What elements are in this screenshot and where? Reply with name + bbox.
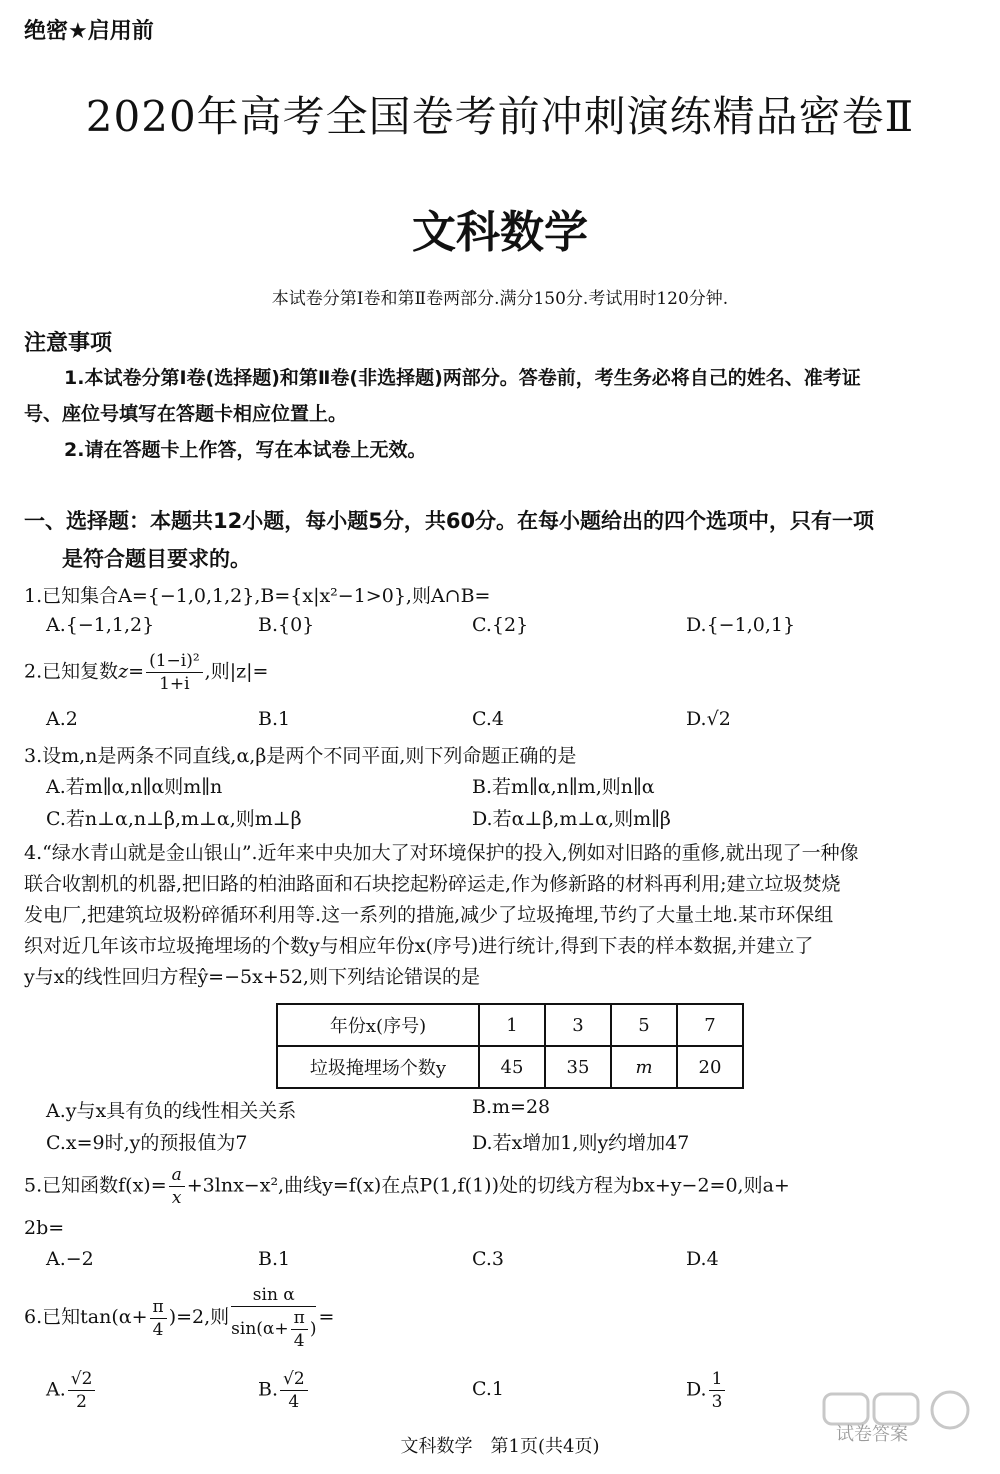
table-header-year: 年份x(序号) bbox=[277, 1004, 479, 1046]
q6-d-fraction bbox=[709, 1368, 726, 1413]
q5-option-d: D.4 bbox=[686, 1248, 719, 1270]
question-2-stem bbox=[24, 650, 984, 695]
q5-option-b: B.1 bbox=[258, 1248, 291, 1270]
q2-fraction bbox=[146, 650, 203, 695]
q4-option-d: D.若x增加1,则y约增加47 bbox=[472, 1132, 690, 1154]
q1-option-c: C.{2} bbox=[472, 614, 529, 636]
q6-suffix: = bbox=[318, 1306, 335, 1328]
notice-item-1-line-2: 号、座位号填写在答题卡相应位置上。 bbox=[24, 403, 348, 425]
q6-den-pi-num: π bbox=[291, 1307, 308, 1330]
table-cell: 1 bbox=[479, 1004, 545, 1046]
q6-main-fraction bbox=[231, 1284, 316, 1352]
q2-option-b: B.1 bbox=[258, 708, 291, 730]
q5-option-a: A.−2 bbox=[46, 1248, 94, 1270]
question-6-stem bbox=[24, 1284, 984, 1352]
notice-body bbox=[24, 360, 984, 468]
subject-title: 文科数学 bbox=[412, 207, 588, 258]
q4-option-c: C.x=9时,y的预报值为7 bbox=[46, 1132, 248, 1154]
table-cell: 3 bbox=[545, 1004, 611, 1046]
q3-option-b: B.若m∥α,n∥m,则n∥α bbox=[472, 776, 655, 798]
table-cell: m bbox=[611, 1046, 677, 1088]
q5-denominator: x bbox=[171, 1188, 182, 1208]
q2-suffix: ,则|z|= bbox=[204, 660, 269, 683]
q4-line-1: 4.“绿水青山就是金山银山”.近年来中央加大了对环境保护的投入,例如对旧路的重修,就出现了一种像 bbox=[24, 842, 859, 864]
question-5-stem bbox=[24, 1164, 984, 1209]
q1-option-b: B.{0} bbox=[258, 614, 315, 636]
section-heading-line-2: 是符合题目要求的。 bbox=[62, 547, 251, 571]
q2-var: z= bbox=[118, 660, 145, 683]
q6-den-prefix: sin(α+ bbox=[231, 1319, 289, 1339]
section-heading bbox=[24, 502, 984, 578]
q6-pi-den: 4 bbox=[152, 1319, 164, 1340]
q5-line-2: 2b= bbox=[24, 1217, 65, 1239]
q6-b-num: √2 bbox=[280, 1368, 308, 1391]
q6-pi-num: π bbox=[150, 1296, 167, 1319]
q4-line-2: 联合收割机的机器,把旧路的柏油路面和石块挖起粉碎运走,作为修新路的材料再利用;建立垃圾焚烧 bbox=[24, 873, 841, 895]
q3-option-a: A.若m∥α,n∥α则m∥n bbox=[46, 776, 223, 798]
notice-heading: 注意事项 bbox=[24, 331, 113, 356]
q6-d-den: 3 bbox=[711, 1392, 723, 1412]
q5-numerator: a bbox=[169, 1164, 185, 1187]
table-cell: 7 bbox=[677, 1004, 743, 1046]
q6-b-fraction bbox=[280, 1368, 308, 1413]
exam-title: 2020年高考全国卷考前冲刺演练精品密卷Ⅱ bbox=[85, 92, 915, 141]
q4-data-table bbox=[276, 1003, 744, 1089]
q2-option-d: D.√2 bbox=[686, 708, 731, 730]
q2-denominator: 1+i bbox=[159, 674, 190, 694]
q4-line-5: y与x的线性回归方程ŷ=−5x+52,则下列结论错误的是 bbox=[24, 966, 480, 988]
q6-d-label: D. bbox=[686, 1378, 707, 1401]
table-cell: 35 bbox=[545, 1046, 611, 1088]
q3-option-c: C.若n⊥α,n⊥β,m⊥α,则m⊥β bbox=[46, 808, 302, 830]
question-1-stem: 1.已知集合A={−1,0,1,2},B={x|x²−1>0},则A∩B= bbox=[24, 585, 491, 607]
exam-info: 本试卷分第Ⅰ卷和第Ⅱ卷两部分.满分150分.考试用时120分钟. bbox=[271, 289, 729, 309]
q1-option-a: A.{−1,1,2} bbox=[46, 614, 155, 636]
q6-numerator: sin α bbox=[231, 1284, 316, 1307]
q6-option-d bbox=[686, 1368, 727, 1413]
q6-a-fraction bbox=[68, 1368, 96, 1413]
q4-option-b: B.m=28 bbox=[472, 1096, 551, 1118]
q6-prefix: 6.已知tan(α+ bbox=[24, 1306, 148, 1328]
q6-den-pi-fraction bbox=[291, 1307, 308, 1352]
q6-a-label: A. bbox=[46, 1378, 66, 1401]
q5-fraction bbox=[169, 1164, 185, 1209]
q6-a-den: 2 bbox=[76, 1392, 87, 1412]
table-row bbox=[277, 1004, 743, 1046]
q6-denominator bbox=[231, 1307, 316, 1352]
watermark-text: 试卷答案 bbox=[836, 1424, 908, 1445]
q4-line-3: 发电厂,把建筑垃圾粉碎循环利用等.这一系列的措施,减少了垃圾掩埋,节约了大量土地.某市环保组 bbox=[24, 904, 834, 926]
q6-a-num: √2 bbox=[68, 1368, 96, 1391]
q3-option-d: D.若α⊥β,m⊥α,则m∥β bbox=[472, 808, 671, 830]
table-cell: 45 bbox=[479, 1046, 545, 1088]
q6-den-pi-den: 4 bbox=[293, 1331, 305, 1351]
table-cell: 20 bbox=[677, 1046, 743, 1088]
q5-option-c: C.3 bbox=[472, 1248, 504, 1270]
secret-mark: 绝密★启用前 bbox=[24, 19, 154, 44]
q2-option-c: C.4 bbox=[472, 708, 504, 730]
section-heading-line-1: 一、选择题：本题共12小题，每小题5分，共60分。在每小题给出的四个选项中，只有一项 bbox=[24, 509, 875, 533]
table-header-count: 垃圾掩埋场个数y bbox=[277, 1046, 479, 1088]
q6-b-label: B. bbox=[258, 1378, 279, 1401]
q6-den-suffix: ) bbox=[309, 1319, 317, 1339]
question-3-stem: 3.设m,n是两条不同直线,α,β是两个不同平面,则下列命题正确的是 bbox=[24, 745, 577, 767]
q6-option-b bbox=[258, 1368, 310, 1413]
q2-option-a: A.2 bbox=[46, 708, 78, 730]
q6-pi-fraction bbox=[150, 1296, 167, 1341]
notice-item-1-line-1: 1.本试卷分第Ⅰ卷(选择题)和第Ⅱ卷(非选择题)两部分。答卷前，考生务必将自己的姓名、准考证 bbox=[64, 367, 861, 389]
q5-suffix: +3lnx−x²,曲线y=f(x)在点P(1,f(1))处的切线方程为bx+y−2=0,则a+ bbox=[186, 1174, 790, 1197]
question-4-stem bbox=[24, 838, 984, 993]
q4-option-a: A.y与x具有负的线性相关关系 bbox=[46, 1100, 297, 1122]
table-row bbox=[277, 1046, 743, 1088]
q6-mid: )=2,则 bbox=[168, 1306, 230, 1328]
notice-item-2: 2.请在答题卡上作答，写在本试卷上无效。 bbox=[64, 439, 427, 461]
q6-d-num: 1 bbox=[709, 1368, 726, 1391]
page-footer: 文科数学 第1页(共4页) bbox=[400, 1436, 600, 1457]
q1-option-d: D.{−1,0,1} bbox=[686, 614, 796, 636]
q2-numerator: (1−i)² bbox=[146, 650, 203, 673]
q6-option-c: C.1 bbox=[472, 1378, 504, 1400]
table-cell: 5 bbox=[611, 1004, 677, 1046]
q6-option-a bbox=[46, 1368, 97, 1413]
q2-prefix: 2.已知复数 bbox=[24, 660, 119, 683]
q6-b-den: 4 bbox=[288, 1392, 300, 1412]
q5-prefix: 5.已知函数f(x)= bbox=[24, 1174, 167, 1197]
q4-line-4: 织对近几年该市垃圾掩埋场的个数y与相应年份x(序号)进行统计,得到下表的样本数据,并建立了 bbox=[24, 935, 814, 957]
